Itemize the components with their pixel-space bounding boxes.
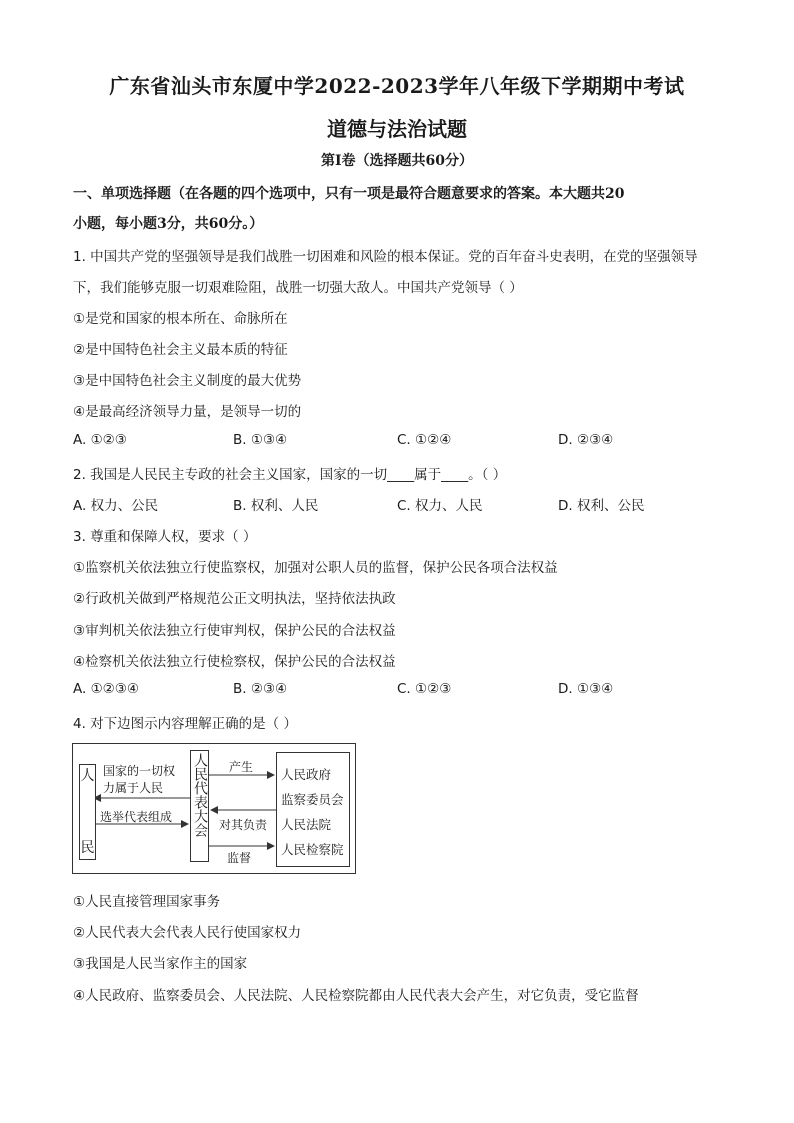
part-heading: 第Ⅰ卷（选择题共60分）	[320, 153, 474, 169]
q1-statement: ④是最高经济领导力量，是领导一切的	[73, 404, 302, 420]
q1-stem-line-1: 1. 中国共产党的坚强领导是我们战胜一切困难和风险的根本保证。党的百年奋斗史表明，在党的坚强领导	[73, 249, 698, 265]
exam-subject: 道德与法治试题	[327, 117, 467, 141]
q1-statement: ③是中国特色社会主义制度的最大优势	[73, 373, 302, 389]
q4-stem: 4. 对下边图示内容理解正确的是（ ）	[73, 716, 297, 732]
people-char-2: 民	[80, 840, 95, 856]
q4-statement: ②人民代表大会代表人民行使国家权力	[73, 925, 302, 941]
people-box-label	[80, 767, 95, 785]
organ-court: 人民法院	[281, 817, 332, 832]
npc-box	[190, 750, 209, 862]
q3-statement: ①监察机关依法独立行使监察权，加强对公职人员的监督，保护公民各项合法权益	[73, 560, 558, 576]
people-char-1: 人	[80, 768, 95, 784]
q4-statement: ④人民政府、监察委员会、人民法院、人民检察院都由人民代表大会产生，对它负责，受它监督	[73, 988, 639, 1004]
state-power-diagram	[72, 743, 356, 874]
q3-option-d: D. ①③④	[558, 681, 614, 697]
label-supervise: 监督	[227, 851, 252, 865]
q2-option-a: A. 权力、公民	[73, 498, 159, 514]
section-instruction-line-2: 小题，每小题3分，共60分。）	[73, 216, 264, 232]
q3-option-c: C. ①②③	[397, 681, 452, 697]
q3-statement: ④检察机关依法独立行使检察权，保护公民的合法权益	[73, 654, 396, 670]
people-box	[79, 764, 96, 860]
q3-option-a: A. ①②③④	[73, 681, 139, 697]
q4-statement: ③我国是人民当家作主的国家	[73, 956, 248, 972]
q1-stem-line-2: 下，我们能够克服一切艰难险阻，战胜一切强大敌人。中国共产党领导（ ）	[73, 280, 523, 296]
q1-statement: ①是党和国家的根本所在、命脉所在	[73, 311, 288, 327]
q2-option-b: B. 权利、人民	[233, 498, 319, 514]
label-responsible: 对其负责	[219, 818, 268, 832]
section-instruction-line-1: 一、单项选择题（在各题的四个选项中，只有一项是最符合题意要求的答案。本大题共20	[73, 186, 625, 202]
organ-supervision-commission: 监察委员会	[281, 792, 344, 807]
q3-option-b: B. ②③④	[233, 681, 288, 697]
q4-statement: ①人民直接管理国家事务	[73, 894, 221, 910]
q2-option-d: D. 权利、公民	[558, 498, 645, 514]
label-produce: 产生	[229, 760, 254, 774]
label-power-line-1: 国家的一切权	[103, 764, 176, 778]
organ-procuratorate: 人民检察院	[281, 842, 344, 857]
q2-option-c: C. 权力、人民	[397, 498, 483, 514]
q1-option-b: B. ①③④	[233, 432, 288, 448]
label-elect: 选举代表组成	[100, 810, 173, 824]
label-power-line-2: 力属于人民	[103, 781, 164, 795]
exam-title: 广东省汕头市东厦中学2022-2023学年八年级下学期期中考试	[109, 74, 685, 98]
state-organs-box	[276, 752, 350, 867]
organ-government: 人民政府	[281, 767, 332, 782]
q1-option-d: D. ②③④	[558, 432, 614, 448]
q3-stem: 3. 尊重和保障人权，要求（ ）	[73, 529, 257, 545]
npc-box-label: 人民代表大会	[192, 753, 208, 837]
q2-stem: 2. 我国是人民民主专政的社会主义国家，国家的一切____属于____。（ ）	[73, 467, 507, 483]
q3-statement: ②行政机关做到严格规范公正文明执法，坚持依法执政	[73, 591, 396, 607]
q1-option-c: C. ①②④	[397, 432, 452, 448]
q3-statement: ③审判机关依法独立行使审判权，保护公民的合法权益	[73, 623, 396, 639]
q1-statement: ②是中国特色社会主义最本质的特征	[73, 342, 288, 358]
q1-option-a: A. ①②③	[73, 432, 127, 448]
